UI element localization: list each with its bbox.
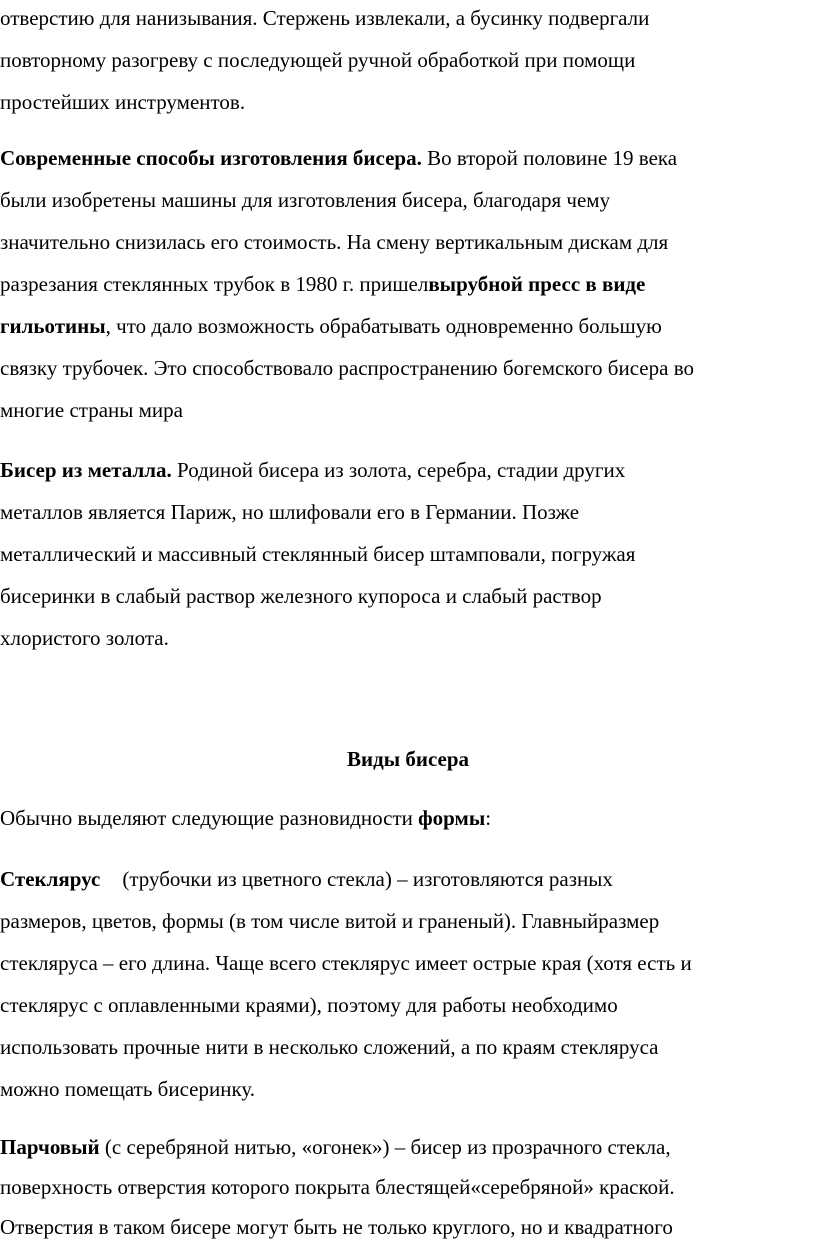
text-line: можно помещать бисеринку. (0, 1077, 256, 1101)
text-fragment: Во второй половине 19 века (427, 146, 678, 170)
text-line: были изобретены машины для изготовления бисера, благодаря чему (0, 188, 611, 212)
text-line: размеров, цветов, формы (в том числе витой и граненый). Главныйразмер (0, 909, 660, 933)
paragraph-steklyarus (0, 858, 816, 1110)
text-fragment: Обычно выделяют следующие разновидности (0, 806, 419, 830)
paragraph-heading: Стеклярус (0, 867, 101, 891)
text-line: многие страны мира (0, 398, 183, 422)
text-fragment: (трубочки из цветного стекла) – изготовляются разных (122, 867, 613, 891)
text-line: бисеринки в слабый раствор железного купороса и слабый раствор (0, 584, 602, 608)
paragraph-parchovy (0, 1127, 816, 1247)
text-line: стеклярус с оплавленными краями), поэтому для работы необходимо (0, 993, 618, 1017)
bold-term: вырубной пресс в виде (428, 272, 646, 296)
text-fragment: : (485, 806, 492, 830)
text-line: Отверстия в таком бисере могут быть не только круглого, но и квадратного (0, 1215, 673, 1239)
paragraph-heading: Современные способы изготовления бисера. (0, 146, 422, 170)
text-line: металлический и массивный стеклянный бисер штамповали, погружая (0, 542, 636, 566)
text-line: связку трубочек. Это способствовало распространению богемского бисера во (0, 356, 694, 380)
bold-term: гильотины (0, 314, 106, 338)
text-fragment: разрезания стеклянных трубок в 1980 г. пришел (0, 272, 429, 296)
paragraph-heading: Парчовый (0, 1135, 100, 1159)
bold-term: формы (418, 806, 486, 830)
text-fragment: , что дало возможность обрабатывать одновременно большую (105, 314, 662, 338)
text-line: значительно снизилась его стоимость. На смену вертикальным дискам для (0, 230, 669, 254)
text-line: хлористого золота. (0, 626, 169, 650)
text-line: металлов является Париж, но шлифовали его в Германии. Позже (0, 500, 580, 524)
paragraph-modern-methods (0, 137, 816, 431)
paragraph-intro (0, 0, 816, 123)
text-line: повторному разогреву с последующей ручной обработкой при помощи (0, 48, 636, 72)
text-line: отверстию для нанизывания. Стержень извлекали, а бусинку подвергали (0, 6, 650, 30)
text-fragment: (с серебряной нитью, «огонек») – бисер из прозрачного стекла, (104, 1135, 671, 1159)
text-fragment: Родиной бисера из золота, серебра, стадии других (177, 458, 626, 482)
text-line: поверхность отверстия которого покрыта блестящей«серебряной» краской. (0, 1175, 675, 1199)
text-line: простейших инструментов. (0, 90, 246, 114)
section-title: Виды бисера (346, 747, 470, 771)
text-line: стекляруса – его длина. Чаще всего стеклярус имеет острые края (хотя есть и (0, 951, 692, 975)
paragraph-heading: Бисер из металла. (0, 458, 172, 482)
paragraph-forms-intro (0, 797, 816, 839)
paragraph-metal-beads (0, 449, 816, 659)
text-line: использовать прочные нити в несколько сложений, а по краям стекляруса (0, 1035, 659, 1059)
